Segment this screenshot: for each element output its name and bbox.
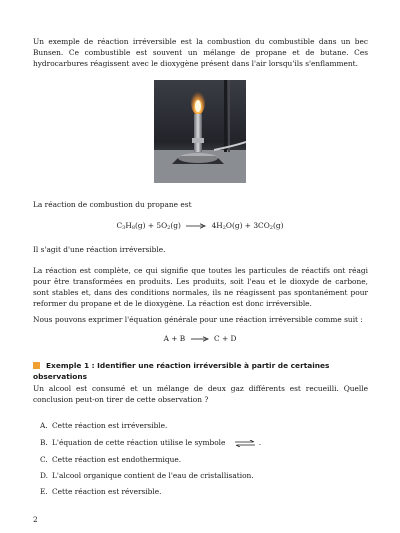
reaction-arrow-icon (186, 223, 206, 229)
general-lhs: A + B (163, 334, 186, 343)
combustion-conclusion: Il s'agit d'une réaction irréversible. (33, 245, 166, 254)
bunsen-burner-photo (154, 80, 246, 183)
option-letter: E. (40, 487, 48, 496)
option-a[interactable] (40, 420, 360, 431)
example-question: Un alcool est consumé et un mélange de deux gaz différents est recueilli. Quelle conclusion peut-on tirer de cette observation ? (33, 384, 368, 404)
page-number: 2 (33, 515, 38, 524)
option-d[interactable] (40, 470, 360, 481)
option-letter: B. (40, 438, 48, 447)
option-letter: A. (40, 421, 48, 430)
combustion-lead: La réaction de combustion du propane est (33, 200, 192, 209)
option-letter: C. (40, 455, 48, 464)
general-rhs: C + D (213, 334, 237, 343)
orange-square-icon (33, 362, 40, 369)
equilibrium-arrows-icon (234, 440, 256, 447)
explanation-paragraph: La réaction est complète, ce qui signifie que toutes les particules de réactifs ont réagi pour être transformées en produits. Les produits, soit l'eau et le dioxyde de carbone, sont stables et, dans des conditions normales, ils ne réagissent pas spontanément pour reformer du propane et de le dioxygène. La réaction est donc irréversible. (33, 266, 368, 308)
option-b-suffix: . (258, 438, 262, 447)
bunsen-burner-icon (154, 80, 246, 183)
option-letter: D. (40, 471, 49, 480)
option-b[interactable] (40, 437, 360, 448)
intro-paragraph: Un exemple de réaction irréversible est la combustion du combustible dans un bec Bunsen. Ce combustible est souvent un mélange de propane et de butane. Ces hydrocarbures réagissent avec le dioxygène présent dans l'air lorsqu'ils s'enflamment. (33, 37, 368, 68)
option-c[interactable] (40, 454, 360, 465)
option-text: Cette réaction est endothermique. (52, 455, 182, 464)
option-e[interactable] (40, 486, 360, 497)
general-equation (0, 333, 400, 344)
example-title: Exemple 1 : Identifier une réaction irréversible à partir de certaines observations (33, 361, 330, 381)
general-equation-lead: Nous pouvons exprimer l'équation générale pour une réaction irréversible comme suit : (33, 315, 363, 324)
option-text: Cette réaction est réversible. (52, 487, 162, 496)
reaction-arrow-icon (191, 336, 209, 342)
option-text: L'équation de cette réaction utilise le symbole (52, 438, 226, 447)
option-text: L'alcool organique contient de l'eau de cristallisation. (52, 471, 254, 480)
example-heading (33, 360, 368, 382)
propane-combustion-equation: $C_3H_8(g) + 5O_2(g) 4H_2O(g) + 3CO_2(g)$ (116, 221, 284, 231)
option-text: Cette réaction est irréversible. (52, 421, 168, 430)
